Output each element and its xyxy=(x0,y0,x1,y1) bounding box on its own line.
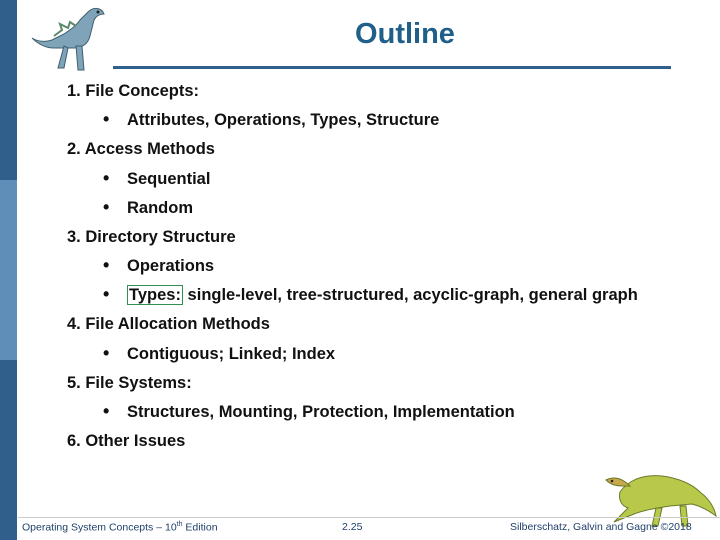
left-sidebar-stripe xyxy=(0,0,17,540)
bullet-dot: • xyxy=(103,109,110,129)
footer-book-title-sup: th xyxy=(176,521,183,528)
outline-item-directory-structure: 3. Directory Structure xyxy=(67,228,236,246)
outline-item-file-allocation: 4. File Allocation Methods xyxy=(67,315,270,333)
bullet-dot: • xyxy=(103,197,110,217)
footer-book-title xyxy=(22,521,218,534)
footer-book-title-suffix: Edition xyxy=(182,521,218,534)
bullet-dot: • xyxy=(103,401,110,421)
dinosaur-logo-top xyxy=(24,2,114,80)
bullet-dot: • xyxy=(103,343,110,363)
outline-item-access-methods: 2. Access Methods xyxy=(67,140,215,158)
footer-authors: Silberschatz, Galvin and Gagne ©2018 xyxy=(510,521,692,533)
sidebar-top-block xyxy=(0,0,17,180)
bullet-text xyxy=(127,286,638,305)
title-underline xyxy=(113,66,671,69)
outline-item-other-issues: 6. Other Issues xyxy=(67,432,186,450)
slide-title: Outline xyxy=(355,18,455,50)
footer-book-title-text: Operating System Concepts – 10 xyxy=(22,521,177,534)
bullet-dot: • xyxy=(103,284,110,304)
sidebar-middle-block xyxy=(0,180,17,360)
bullet-text: Contiguous; Linked; Index xyxy=(127,345,336,363)
types-highlight-box: Types: xyxy=(129,286,181,304)
page-number: 2.25 xyxy=(342,521,363,533)
outline-item-file-systems: 5. File Systems: xyxy=(67,374,192,392)
bullet-text: Sequential xyxy=(127,170,211,188)
bullet-dot: • xyxy=(103,168,110,188)
bullet-dot: • xyxy=(103,255,110,275)
bullet-text: Structures, Mounting, Protection, Implementation xyxy=(127,403,515,421)
outline-item-file-concepts: 1. File Concepts: xyxy=(67,82,200,100)
types-description: single-level, tree-structured, acyclic-graph, general graph xyxy=(182,286,638,304)
bullet-text: Operations xyxy=(127,257,215,275)
sidebar-bottom-block xyxy=(0,360,17,540)
footer-divider xyxy=(18,517,720,518)
bullet-text: Random xyxy=(127,199,193,217)
bullet-text: Attributes, Operations, Types, Structure xyxy=(127,111,440,129)
